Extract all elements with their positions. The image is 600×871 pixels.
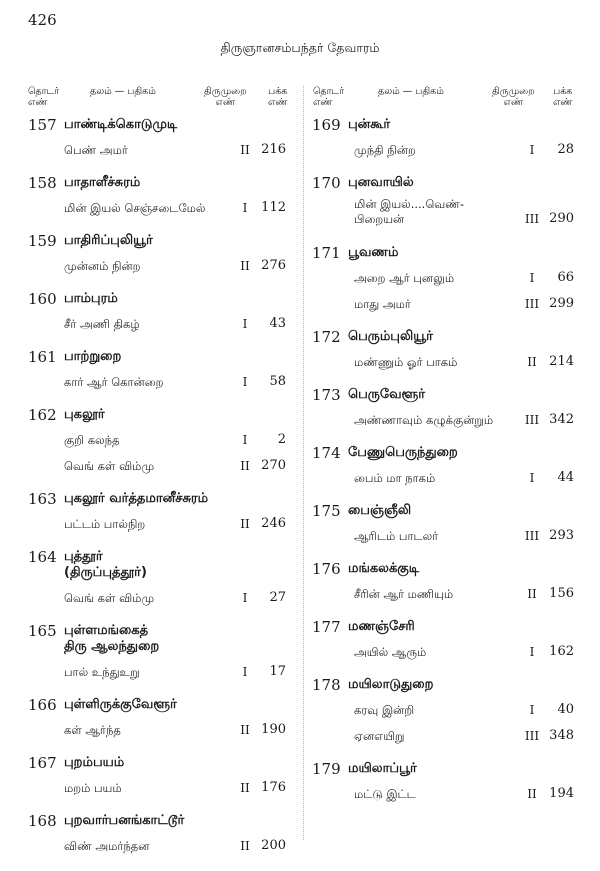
index-entry bbox=[28, 623, 300, 685]
page-number-value: 190 bbox=[261, 722, 286, 737]
place-heading bbox=[312, 445, 582, 465]
hymn-first-line: மின் இயல் செஞ்சடைமேல் bbox=[64, 201, 206, 215]
hymn-first-line: பால் உந்துஉறு bbox=[64, 665, 140, 679]
place-heading bbox=[28, 291, 300, 311]
place-heading bbox=[312, 503, 582, 523]
hymn-first-line: கள் ஆர்ந்த bbox=[64, 723, 121, 737]
hymn-row bbox=[312, 723, 582, 749]
index-entry bbox=[312, 175, 582, 233]
hymn-row bbox=[28, 833, 300, 859]
tirumurai-number: II bbox=[527, 587, 537, 601]
header-page-right: பக்க எண் bbox=[553, 86, 573, 108]
entry-number: 179 bbox=[312, 760, 341, 778]
place-name: பாதாளீச்சுரம் bbox=[64, 175, 141, 190]
hymn-row bbox=[312, 581, 582, 607]
hymn-first-line: முந்தி நின்ற bbox=[354, 143, 416, 157]
hymn-row bbox=[28, 659, 300, 685]
hymn-first-line: கரவு இன்றி bbox=[354, 703, 415, 717]
place-heading bbox=[28, 623, 300, 659]
tirumurai-number: II bbox=[240, 723, 250, 737]
place-name: புன்கூர் bbox=[348, 117, 391, 132]
place-name: பெருவேளூர் bbox=[348, 387, 426, 402]
page-number-value: 299 bbox=[549, 296, 574, 311]
hymn-row bbox=[312, 137, 582, 163]
place-heading bbox=[312, 677, 582, 697]
right-column bbox=[312, 117, 582, 819]
entry-number: 167 bbox=[28, 754, 57, 772]
hymn-first-line: பெண் அமர் bbox=[64, 143, 128, 157]
index-entry bbox=[28, 233, 300, 279]
entry-number: 171 bbox=[312, 244, 341, 262]
running-head: திருஞானசம்பந்தர் தேவாரம் bbox=[220, 40, 380, 55]
header-tirumurai-left: திருமுறை எண் bbox=[204, 86, 247, 108]
place-heading bbox=[28, 233, 300, 253]
hymn-first-line: அயில் ஆரும் bbox=[354, 645, 427, 659]
place-name: மங்கலக்குடி bbox=[348, 561, 420, 576]
place-name: புத்தூர் (திருப்புத்தூர்) bbox=[64, 549, 147, 580]
hymn-first-line: ஏனஎயிறு bbox=[354, 729, 405, 743]
page-number-value: 28 bbox=[557, 142, 574, 157]
tirumurai-number: I bbox=[242, 201, 248, 215]
tirumurai-number: III bbox=[524, 297, 540, 311]
entry-number: 168 bbox=[28, 812, 57, 830]
index-entry bbox=[312, 619, 582, 665]
page-number-value: 342 bbox=[549, 412, 574, 427]
entry-number: 175 bbox=[312, 502, 341, 520]
page-number-value: 17 bbox=[269, 664, 286, 679]
hymn-first-line: பைம் மா நாகம் bbox=[354, 471, 436, 485]
tirumurai-number: I bbox=[529, 471, 535, 485]
place-heading bbox=[312, 761, 582, 781]
index-entry bbox=[312, 245, 582, 317]
place-name: மயிலாடுதுறை bbox=[348, 677, 434, 692]
hymn-row bbox=[28, 137, 300, 163]
tirumurai-number: I bbox=[529, 645, 535, 659]
place-heading bbox=[28, 549, 300, 585]
hymn-first-line: மண்ணும் ஓர் பாகம் bbox=[354, 355, 458, 369]
entry-number: 159 bbox=[28, 232, 57, 250]
hymn-first-line: சீரின் ஆர் மணியும் bbox=[354, 587, 454, 601]
index-entry bbox=[312, 561, 582, 607]
place-name: பாண்டிக்கொடுமுடி bbox=[64, 117, 178, 132]
hymn-row bbox=[28, 511, 300, 537]
place-name: புனவாயில் bbox=[348, 175, 414, 190]
hymn-first-line: குறி கலந்த bbox=[64, 433, 120, 447]
page-number-value: 40 bbox=[557, 702, 574, 717]
index-entry bbox=[28, 291, 300, 337]
place-heading bbox=[28, 407, 300, 427]
hymn-row bbox=[28, 453, 300, 479]
header-place-hymn-right: தலம் — பதிகம் bbox=[378, 86, 444, 97]
hymn-first-line: விண் அமர்ந்தன bbox=[64, 839, 150, 853]
header-place-hymn-left: தலம் — பதிகம் bbox=[90, 86, 156, 97]
place-heading bbox=[312, 329, 582, 349]
hymn-row bbox=[312, 407, 582, 433]
hymn-row bbox=[28, 253, 300, 279]
page-number-value: 270 bbox=[261, 458, 286, 473]
entry-number: 158 bbox=[28, 174, 57, 192]
index-entry bbox=[312, 503, 582, 549]
page-number-value: 44 bbox=[557, 470, 574, 485]
tirumurai-number: I bbox=[242, 433, 248, 447]
hymn-first-line: முன்னம் நின்ற bbox=[64, 259, 141, 273]
index-entry bbox=[28, 349, 300, 395]
page-number-value: 176 bbox=[261, 780, 286, 795]
page-number-value: 194 bbox=[549, 786, 574, 801]
hymn-first-line: சீர் அணி திகழ் bbox=[64, 317, 140, 331]
page-number: 426 bbox=[28, 11, 57, 29]
hymn-first-line: அறை ஆர் புனலும் bbox=[354, 271, 455, 285]
place-heading bbox=[312, 619, 582, 639]
page-number-value: 162 bbox=[549, 644, 574, 659]
hymn-first-line: அண்ணாவும் கழுக்குன்றும் bbox=[354, 413, 494, 427]
hymn-first-line: பட்டம் பால்நிற bbox=[64, 517, 146, 531]
hymn-row bbox=[312, 291, 582, 317]
index-entry bbox=[312, 387, 582, 433]
index-entry bbox=[28, 755, 300, 801]
hymn-first-line: மறம் பயம் bbox=[64, 781, 122, 795]
tirumurai-number: II bbox=[527, 355, 537, 369]
index-entry bbox=[28, 549, 300, 611]
entry-number: 163 bbox=[28, 490, 57, 508]
place-name: பெரும்புலியூர் bbox=[348, 329, 433, 344]
column-separator bbox=[303, 85, 304, 840]
tirumurai-number: I bbox=[529, 271, 535, 285]
hymn-row bbox=[312, 465, 582, 491]
header-page-left: பக்க எண் bbox=[268, 86, 288, 108]
hymn-first-line: வெங் கள் விம்மு bbox=[64, 459, 155, 473]
index-entry bbox=[312, 761, 582, 807]
place-heading bbox=[28, 755, 300, 775]
place-name: மயிலாப்பூர் bbox=[348, 761, 417, 776]
entry-number: 176 bbox=[312, 560, 341, 578]
header-tirumurai-right: திருமுறை எண் bbox=[492, 86, 535, 108]
tirumurai-number: I bbox=[242, 375, 248, 389]
hymn-first-line: மின் இயல்....வெண்- பிறையன் bbox=[354, 197, 465, 226]
entry-number: 164 bbox=[28, 548, 57, 566]
place-name: புள்ளிருக்குவேளூர் bbox=[64, 697, 177, 712]
hymn-row bbox=[28, 775, 300, 801]
page-number-value: 112 bbox=[261, 200, 286, 215]
tirumurai-number: II bbox=[240, 517, 250, 531]
entry-number: 160 bbox=[28, 290, 57, 308]
tirumurai-number: II bbox=[527, 787, 537, 801]
place-name: புறவார்பனங்காட்டூர் bbox=[64, 813, 185, 828]
entry-number: 166 bbox=[28, 696, 57, 714]
entry-number: 161 bbox=[28, 348, 57, 366]
index-entry bbox=[28, 407, 300, 479]
tirumurai-number: II bbox=[240, 781, 250, 795]
page-number-value: 216 bbox=[261, 142, 286, 157]
hymn-row bbox=[312, 697, 582, 723]
place-name: பாற்றுறை bbox=[64, 349, 122, 364]
place-heading bbox=[312, 175, 582, 195]
hymn-first-line: கார் ஆர் கொன்றை bbox=[64, 375, 164, 389]
page-number-value: 348 bbox=[549, 728, 574, 743]
place-heading bbox=[28, 349, 300, 369]
place-heading bbox=[312, 245, 582, 265]
tirumurai-number: I bbox=[242, 665, 248, 679]
index-entry bbox=[28, 813, 300, 859]
place-name: பைஞ்ஞீலி bbox=[348, 503, 412, 518]
entry-number: 177 bbox=[312, 618, 341, 636]
hymn-row bbox=[312, 639, 582, 665]
entry-number: 173 bbox=[312, 386, 341, 404]
place-name: புகலூர் bbox=[64, 407, 105, 422]
place-name: பாதிரிப்புலியூர் bbox=[64, 233, 153, 248]
hymn-first-line: மட்டு இட்ட bbox=[354, 787, 416, 801]
entry-number: 165 bbox=[28, 622, 57, 640]
hymn-row bbox=[28, 585, 300, 611]
tirumurai-number: III bbox=[524, 413, 540, 427]
header-serial-right: தொடர் எண் bbox=[313, 86, 345, 108]
tirumurai-number: III bbox=[524, 529, 540, 543]
page-number-value: 200 bbox=[261, 838, 286, 853]
hymn-row bbox=[28, 369, 300, 395]
place-heading bbox=[28, 697, 300, 717]
place-heading bbox=[28, 117, 300, 137]
header-serial-left: தொடர் எண் bbox=[28, 86, 60, 108]
place-heading bbox=[312, 117, 582, 137]
index-entry bbox=[28, 697, 300, 743]
entry-number: 174 bbox=[312, 444, 341, 462]
place-heading bbox=[28, 491, 300, 511]
tirumurai-number: I bbox=[242, 591, 248, 605]
hymn-row bbox=[28, 195, 300, 221]
tirumurai-number: II bbox=[240, 259, 250, 273]
index-entry bbox=[312, 677, 582, 749]
page-number-value: 58 bbox=[269, 374, 286, 389]
place-name: மணஞ்சேரி bbox=[348, 619, 415, 634]
place-name: புள்ளமங்கைத் திரு ஆலந்துறை bbox=[64, 623, 160, 654]
index-entry bbox=[28, 117, 300, 163]
page-number-value: 66 bbox=[557, 270, 574, 285]
place-heading bbox=[28, 175, 300, 195]
place-name: பூவணம் bbox=[348, 245, 399, 260]
tirumurai-number: II bbox=[240, 459, 250, 473]
page-number-value: 246 bbox=[261, 516, 286, 531]
page-number-value: 293 bbox=[549, 528, 574, 543]
place-heading bbox=[312, 387, 582, 407]
place-heading bbox=[28, 813, 300, 833]
hymn-row bbox=[312, 265, 582, 291]
tirumurai-number: II bbox=[240, 143, 250, 157]
index-entry bbox=[28, 175, 300, 221]
hymn-row bbox=[28, 717, 300, 743]
entry-number: 178 bbox=[312, 676, 341, 694]
entry-number: 169 bbox=[312, 116, 341, 134]
hymn-first-line: ஆரிடம் பாடலர் bbox=[354, 529, 439, 543]
tirumurai-number: I bbox=[529, 143, 535, 157]
page-number-value: 27 bbox=[269, 590, 286, 605]
tirumurai-number: III bbox=[524, 212, 540, 226]
place-name: புறம்பயம் bbox=[64, 755, 125, 770]
page-number-value: 214 bbox=[549, 354, 574, 369]
hymn-row bbox=[312, 523, 582, 549]
index-entry bbox=[312, 117, 582, 163]
page-number-value: 2 bbox=[277, 432, 286, 447]
page-number-value: 156 bbox=[549, 586, 574, 601]
tirumurai-number: II bbox=[240, 839, 250, 853]
hymn-row bbox=[312, 781, 582, 807]
hymn-first-line: மாது அமர் bbox=[354, 297, 411, 311]
tirumurai-number: I bbox=[529, 703, 535, 717]
tirumurai-number: III bbox=[524, 729, 540, 743]
entry-number: 162 bbox=[28, 406, 57, 424]
hymn-row bbox=[312, 195, 582, 233]
page-number-value: 43 bbox=[269, 316, 286, 331]
index-entry bbox=[312, 445, 582, 491]
entry-number: 157 bbox=[28, 116, 57, 134]
entry-number: 172 bbox=[312, 328, 341, 346]
place-name: பாம்புரம் bbox=[64, 291, 118, 306]
tirumurai-number: I bbox=[242, 317, 248, 331]
hymn-row bbox=[28, 311, 300, 337]
index-entry bbox=[28, 491, 300, 537]
place-name: புகலூர் வர்த்தமானீச்சுரம் bbox=[64, 491, 209, 506]
entry-number: 170 bbox=[312, 174, 341, 192]
hymn-row bbox=[28, 427, 300, 453]
left-column bbox=[28, 117, 300, 871]
hymn-first-line: வெங் கள் விம்மு bbox=[64, 591, 155, 605]
page-number-value: 290 bbox=[549, 211, 574, 226]
place-name: பேணுபெருந்துறை bbox=[348, 445, 458, 460]
page-number-value: 276 bbox=[261, 258, 286, 273]
place-heading bbox=[312, 561, 582, 581]
hymn-row bbox=[312, 349, 582, 375]
index-entry bbox=[312, 329, 582, 375]
